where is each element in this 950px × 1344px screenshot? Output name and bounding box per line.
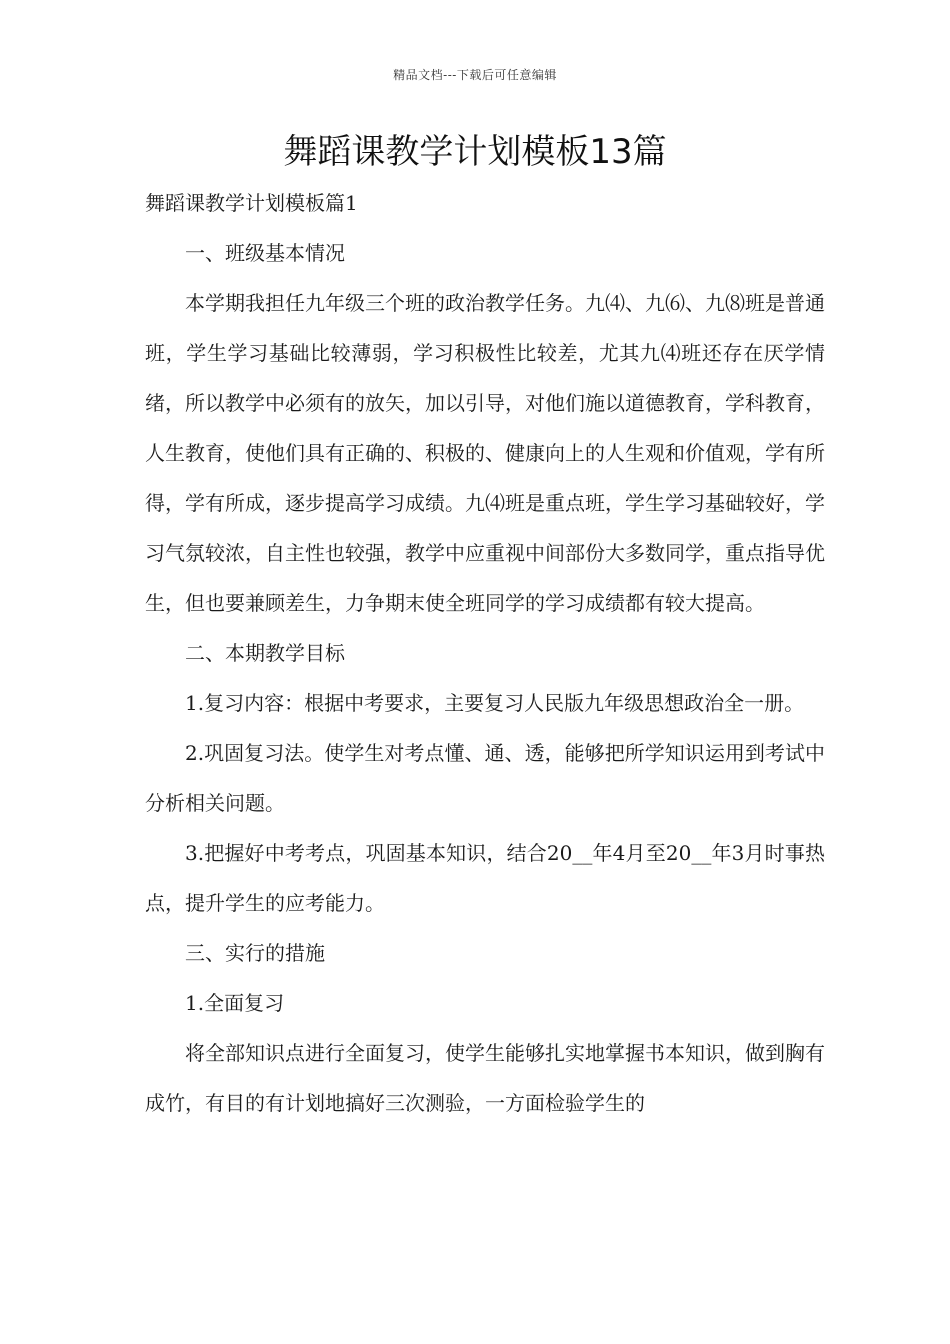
document-body — [145, 178, 825, 1128]
page-header-note: 精品文档---下载后可任意编辑 — [393, 68, 557, 82]
document-title: 舞蹈课教学计划模板13篇 — [283, 132, 667, 172]
heading-measures: 三、实行的措施 — [185, 941, 325, 965]
paragraph-goal-2: 2.巩固复习法。使学生对考点懂、通、透，能够把所学知识运用到考试中分析相关问题。 — [145, 741, 825, 815]
heading-teaching-goals: 二、本期教学目标 — [185, 641, 345, 665]
paragraph-class-situation: 本学期我担任九年级三个班的政治教学任务。九⑷、九⑹、九⑻班是普通班，学生学习基础比较薄弱，学习积极性比较差，尤其九⑷班还存在厌学情绪，所以教学中必须有的放矢，加以引导，对他们施以道德教育，学科教育，人生教育，使他们具有正确的、积极的、健康向上的人生观和价值观，学有所得，学有所成，逐步提高学习成绩。九⑷班是重点班，学生学习基础较好，学习气氛较浓，自主性也较强，教学中应重视中间部份大多数同学，重点指导优生，但也要兼顾差生，力争期末使全班同学的学习成绩都有较大提高。 — [145, 291, 825, 615]
paragraph-goal-1: 1.复习内容：根据中考要求，主要复习人民版九年级思想政治全一册。 — [185, 691, 805, 715]
heading-class-situation: 一、班级基本情况 — [185, 241, 345, 265]
section-title: 舞蹈课教学计划模板篇1 — [145, 191, 358, 215]
heading-measure-1: 1.全面复习 — [185, 991, 285, 1015]
paragraph-measure-1: 将全部知识点进行全面复习，使学生能够扎实地掌握书本知识，做到胸有成竹，有目的有计划地搞好三次测验，一方面检验学生的 — [145, 1041, 825, 1115]
paragraph-goal-3: 3.把握好中考考点，巩固基本知识，结合20__年4月至20__年3月时事热点，提升学生的应考能力。 — [145, 841, 825, 915]
